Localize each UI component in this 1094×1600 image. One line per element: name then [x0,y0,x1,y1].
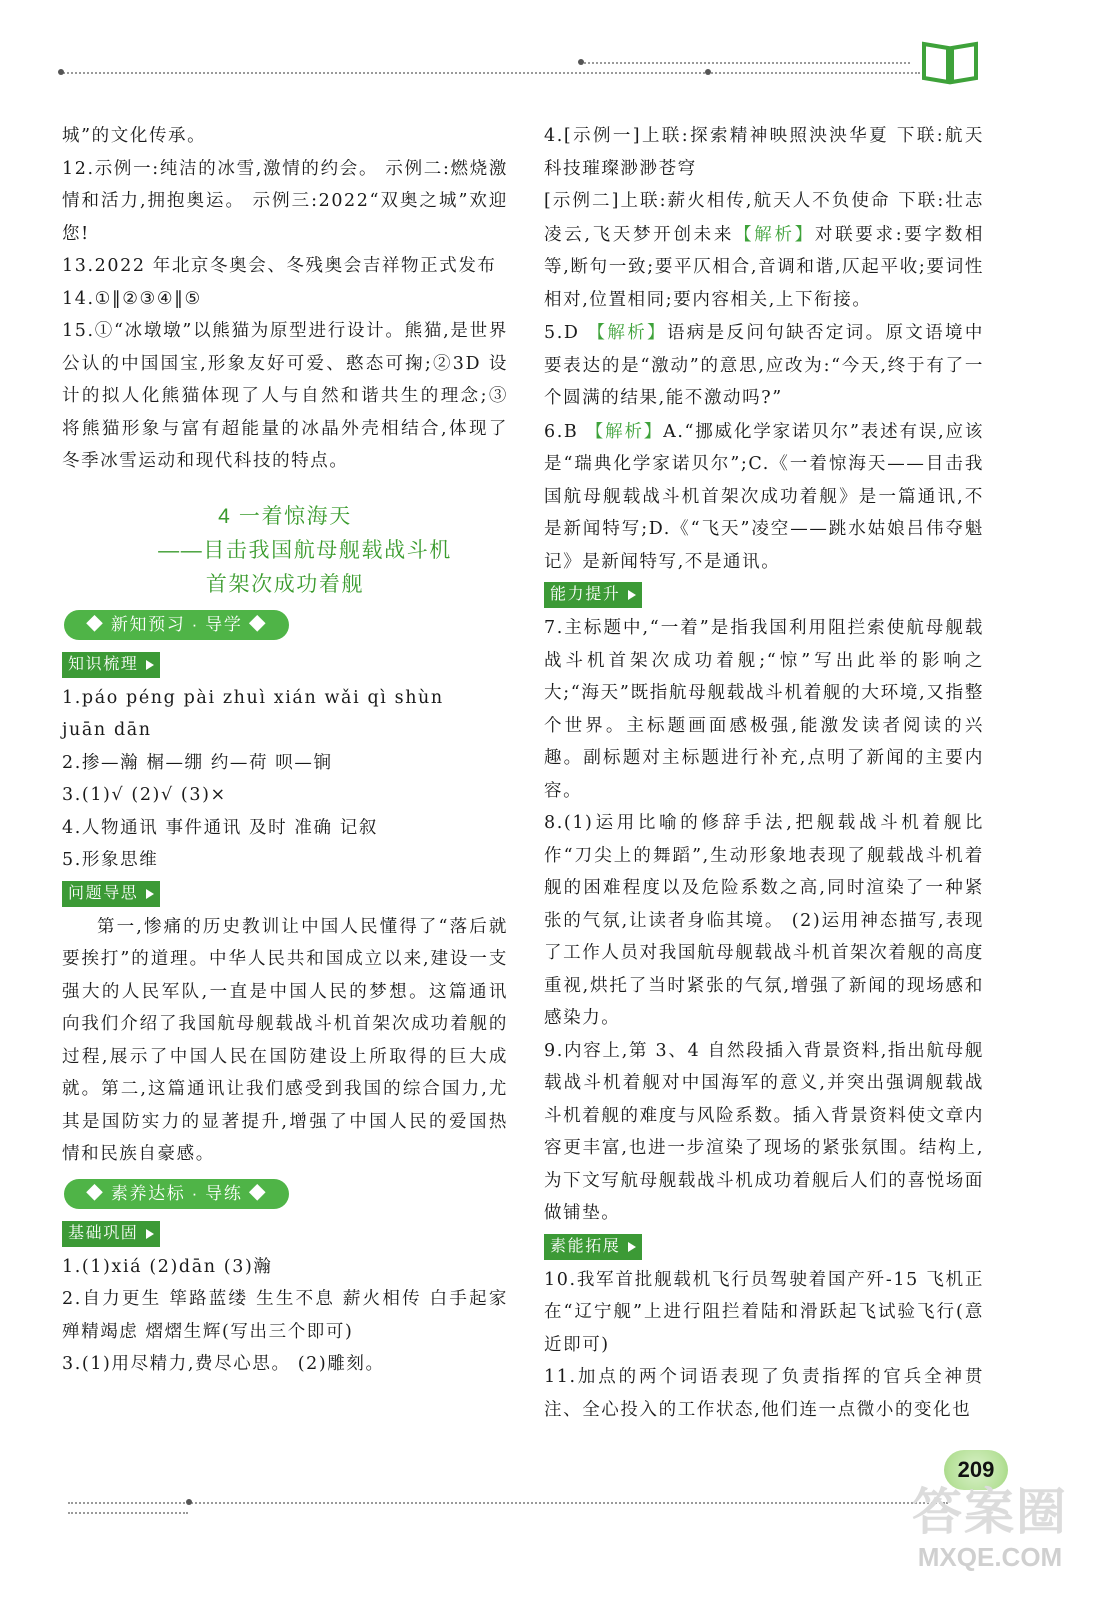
lesson-title: 4 一着惊海天 [218,504,352,528]
answer-5-analysis: 语病是反问句缺否定词。原文语境中要表达的是“激动”的意思,应改为:“今天,终于有了一个圆满的结果,能不激动吗?” [544,323,984,408]
lesson-subtitle: ——目击我国航母舰载战斗机 [158,538,452,562]
knowledge-2: 2.掺—瀚 榍—绷 约—荷 呗—锏 [62,752,333,773]
right-column [544,120,984,1426]
page-number: 209 [944,1450,1008,1490]
watermark-logo: 答案圈 [912,1484,1068,1540]
answer-14: 14.①‖②③④‖⑤ [62,288,202,309]
basic-2: 2.自力更生 筚路蓝缕 生生不息 薪火相传 白手起家 殚精竭虑 熠熠生辉(写出三个即可) [62,1289,508,1342]
label-guide: 问题导思 [62,881,160,907]
header-dot [578,59,584,65]
basic-1: 1.(1)xiá (2)dān (3)瀚 [62,1256,273,1277]
answer-9: 9.内容上,第 3、4 自然段插入背景资料,指出航母舰载战斗机着舰对中国海军的意义,并突出强调舰载战斗机着舰的难度与风险系数。插入背景资料使文章内容更丰富,也进一步渲染了现场的紧张氛围。结构上,为下文写航母舰载战斗机成功着舰后人们的喜悦场面做铺垫。 [544,1040,984,1223]
guide-paragraph: 第一,惨痛的历史教训让中国人民懂得了“落后就要挨打”的道理。中华人民共和国成立以来,建设一支强大的人民军队,一直是中国人民的梦想。这篇通讯向我们介绍了我国航母舰载战斗机首架次成功着舰的过程,展示了中国人民在国防建设上所取得的巨大成就。第二,这篇通讯让我们感受到我国的综合国力,尤其是国防实力的显著提升,增强了中国人民的爱国热情和民族自豪感。 [62,916,508,1164]
header-dot [705,69,711,75]
basic-3: 3.(1)用尽精力,费尽心思。 (2)雕刻。 [62,1354,385,1374]
answer-6 [544,415,984,579]
analysis-tag: 【解析】 [734,223,815,244]
lesson-subtitle-2: 首架次成功着舰 [205,572,365,596]
answer-11: 11.加点的两个词语表现了负责指挥的官兵全神贯注、全心投入的工作状态,他们连一点微小的变化也 [544,1367,984,1420]
answer-4a: 4.[示例一]上联:探索精神映照泱泱华夏 下联:航天科技璀璨渺渺苍穹 [544,126,984,179]
section-pill-practice: ◆ 素养达标 · 导练 ◆ [64,1179,289,1209]
answer-5-choice: 5.D [544,323,580,343]
answer-6-choice: 6.B [544,421,579,442]
knowledge-4: 4.人物通讯 事件通讯 及时 准确 记叙 [62,817,378,838]
footer-dot [186,1499,192,1505]
knowledge-3: 3.(1)√ (2)√ (3)× [62,785,227,805]
header-rule-short [580,62,910,64]
section-pill-preview: ◆ 新知预习 · 导学 ◆ [64,610,289,640]
answer-5 [544,316,984,415]
label-ability: 能力提升 [544,582,642,608]
analysis-tag: 【解析】 [587,322,667,342]
knowledge-5: 5.形象思维 [62,850,159,870]
watermark-url: MXQE.COM [917,1542,1063,1572]
knowledge-1-cont: juān dān [62,720,152,740]
answer-13: 13.2022 年北京冬奥会、冬残奥会吉祥物正式发布 [62,256,497,276]
answer-8: 8.(1)运用比喻的修辞手法,把舰载战斗机着舰比作“刀尖上的舞蹈”,生动形象地表现了舰载战斗机着舰的困难程度以及危险系数之高,同时渲染了一种紧张的气氛,让读者身临其境。 (2)运用神态描写,表现了工作人员对我国航母舰载战斗机首架次着舰的高度重视,烘托了当时紧张的气氛,增强了新闻的现场感和感染力。 [544,813,984,1028]
answer-4b-text: [示例二]上联:薪火相传,航天人不负使命 下联:壮志凌云,飞天梦开创未来 [544,191,984,245]
answer-6-analysis: A.“挪威化学家诺贝尔”表述有误,应该是“瑞典化学家诺贝尔”;C.《一着惊海天——目击我国航母舰载战斗机首架次成功着舰》是一篇通讯,不是新闻特写;D.《“飞天”凌空——跳水姑娘吕伟夺魁记》是新闻特写,不是通讯。 [544,421,984,572]
label-extension: 素能拓展 [544,1234,642,1260]
answer-4b-analysis: 对联要求:要字数相等,断句一致;要平仄相合,音调和谐,仄起平收;要词性相对,位置相同;要内容相关,上下衔接。 [544,224,984,310]
answer-15: 15.①“冰墩墩”以熊猫为原型进行设计。熊猫,是世界公认的中国国宝,形象友好可爱、憨态可掬;②3D 设计的拟人化熊猫体现了人与自然和谐共生的理念;③将熊猫形象与富有超能量的冰晶外壳相结合,体现了冬季冰雪运动和现代科技的特点。 [62,321,508,471]
answer-4b [544,185,984,316]
footer-rule-short [68,1512,188,1514]
header-rule [60,72,920,74]
footer-rule [68,1502,948,1504]
answer-10: 10.我军首批舰载机飞行员驾驶着国产歼-15 飞机正在“辽宁舰”上进行阻拦着陆和滑跃起飞试验飞行(意近即可) [544,1269,984,1355]
open-book-icon [920,36,980,86]
analysis-tag: 【解析】 [585,420,664,441]
answer-7: 7.主标题中,“一着”是指我国利用阻拦索使航母舰载战斗机首架次成功着舰;“惊”写出此举的影响之大;“海天”既指航母舰载战斗机着舰的大环境,又指整个世界。主标题画面感极强,能激发读者阅读的兴趣。副标题对主标题进行补充,点明了新闻的主要内容。 [544,618,984,801]
left-column [62,120,508,1381]
label-basic: 基础巩固 [62,1221,160,1247]
answer-line: 城”的文化传承。 [62,126,207,146]
header-dot [58,69,64,75]
watermark [890,1482,1090,1592]
knowledge-1: 1.páo péng pài zhuì xián wǎi qì shùn [62,687,444,708]
label-knowledge: 知识梳理 [62,652,160,678]
answer-12: 12.示例一:纯洁的冰雪,激情的约会。 示例二:燃烧激情和活力,拥抱奥运。 示例三:2022“双奥之城”欢迎您! [62,158,508,244]
